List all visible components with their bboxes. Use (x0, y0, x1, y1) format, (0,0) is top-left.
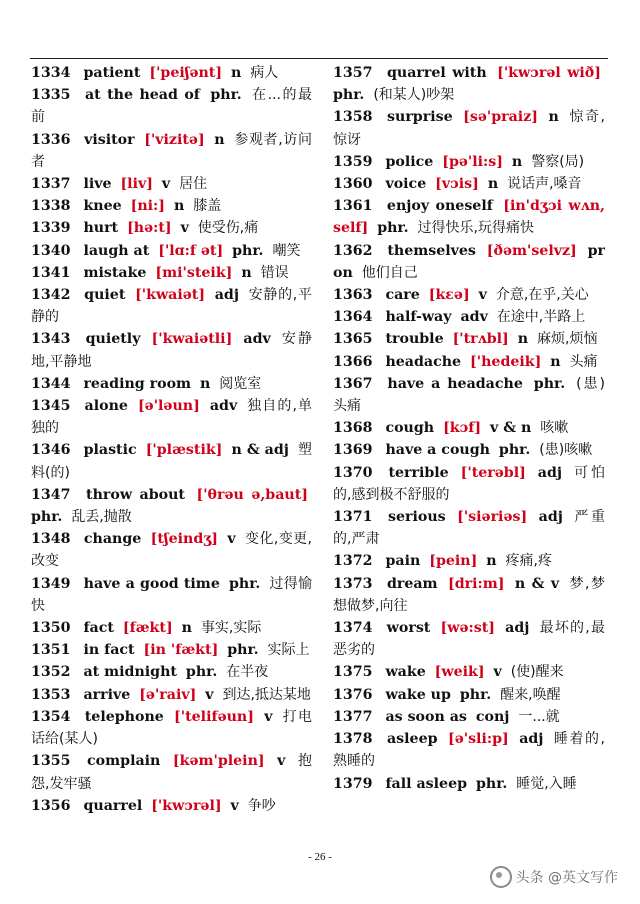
entry-definition: 嘲笑 (272, 242, 301, 259)
entry-definition: 乱丢,抛散 (71, 509, 132, 526)
entry-phonetic: ['vizitə] (144, 131, 205, 148)
vocab-entry (333, 106, 605, 150)
entry-number: 1357 (333, 65, 373, 81)
entry-word: have a cough (385, 442, 490, 459)
entry-phonetic: [sə'praiz] (463, 109, 538, 126)
entry-phonetic: [hə:t] (127, 220, 172, 237)
entry-part-of-speech: v & n (490, 420, 532, 437)
vocab-entry (31, 617, 312, 639)
vocab-entry (31, 395, 312, 439)
entry-definition: 睡着的,熟睡的 (333, 731, 605, 770)
vocab-entry (333, 306, 605, 328)
entry-definition: 安静地,平静地 (31, 331, 312, 370)
entry-definition: 参观者,访问者 (31, 131, 312, 170)
entry-phonetic: [pein] (429, 553, 478, 570)
vocab-entry (333, 417, 605, 439)
entry-part-of-speech: n & v (514, 575, 560, 592)
entry-number: 1336 (31, 131, 71, 148)
watermark (490, 866, 618, 888)
entry-definition: 咳嗽 (540, 420, 569, 437)
entry-part-of-speech: v (264, 708, 273, 725)
entry-definition: 警察(局) (531, 153, 585, 170)
entry-part-of-speech: pron (333, 242, 605, 281)
entry-definition: 说话声,嗓音 (507, 176, 582, 193)
entry-phonetic: [ni:] (130, 198, 165, 215)
entry-number: 1338 (31, 198, 71, 215)
vocab-entry (31, 795, 312, 817)
entry-number: 1359 (333, 153, 373, 170)
entry-phonetic: [kɔf] (443, 420, 482, 437)
entry-definition: 在半夜 (226, 664, 269, 681)
entry-number: 1365 (333, 331, 373, 348)
entry-number: 1349 (31, 575, 71, 592)
entry-word: alone (84, 398, 128, 415)
entry-part-of-speech: phr. (475, 775, 508, 792)
vocab-entry (333, 617, 605, 661)
entry-number: 1346 (31, 442, 71, 459)
entry-word: patient (83, 65, 141, 81)
entry-part-of-speech: phr. (185, 664, 218, 681)
entry-definition: 麻烦,烦恼 (537, 331, 598, 348)
entry-part-of-speech: n (548, 109, 559, 126)
entry-part-of-speech: phr. (210, 87, 242, 104)
entry-word: worst (386, 620, 431, 637)
entry-definition: 疼痛,疼 (505, 553, 552, 570)
entry-definition: 介意,在乎,关心 (495, 287, 589, 304)
entry-number: 1339 (31, 220, 71, 237)
entry-part-of-speech: adj (519, 731, 544, 748)
entry-word: care (385, 287, 420, 304)
entry-definition: 塑料(的) (31, 442, 312, 481)
entry-number: 1344 (31, 375, 71, 392)
entry-word: dream (386, 575, 438, 592)
entry-number: 1366 (333, 353, 373, 370)
vocab-entry (333, 661, 605, 683)
entry-word: have a headache (387, 375, 523, 392)
entry-word: wake (385, 664, 426, 681)
entry-word: fall asleep (385, 775, 468, 792)
entry-definition: 事实,实际 (200, 620, 262, 637)
entry-number: 1335 (31, 87, 71, 104)
entry-definition: 他们自己 (361, 264, 418, 281)
vocab-entry (333, 706, 605, 728)
entry-number: 1363 (333, 287, 373, 304)
entry-part-of-speech: v (230, 797, 239, 814)
entry-number: 1355 (31, 753, 71, 770)
vocab-entry (31, 284, 312, 328)
entry-number: 1361 (333, 198, 373, 215)
entry-number: 1353 (31, 686, 71, 703)
entry-definition: (和某人)吵架 (373, 87, 455, 104)
entry-word: at midnight (83, 664, 177, 681)
entry-number: 1356 (31, 797, 71, 814)
entry-phonetic: [dri:m] (448, 575, 505, 592)
vocab-entry (333, 351, 605, 373)
entry-definition: (患)咳嗽 (539, 442, 593, 459)
entry-part-of-speech: v (205, 686, 214, 703)
entry-part-of-speech: adj (537, 464, 563, 481)
entry-word: hurt (83, 220, 119, 237)
entry-definition: 安静的,平静的 (31, 287, 312, 326)
vocab-entry (333, 62, 605, 106)
vocab-entry (31, 328, 312, 372)
entry-number: 1351 (31, 642, 71, 659)
entry-number: 1374 (333, 620, 373, 637)
entry-definition: 头痛 (569, 353, 598, 370)
entry-phonetic: ['siəriəs] (457, 509, 528, 526)
entry-phonetic: [in 'fækt] (143, 642, 219, 659)
entry-phonetic: [liv] (120, 176, 153, 193)
entry-part-of-speech: v (161, 176, 171, 193)
vocab-entry (333, 506, 605, 550)
vocab-entry (333, 462, 605, 506)
entry-number: 1371 (333, 509, 373, 526)
entry-phonetic: [wə:st] (440, 620, 495, 637)
vocab-entry (333, 684, 605, 706)
entry-phonetic: [fækt] (122, 620, 173, 637)
entry-word: police (385, 153, 434, 170)
vocab-entry (31, 240, 312, 262)
entry-definition: 过得愉快 (31, 575, 312, 614)
entry-number: 1354 (31, 708, 71, 725)
vocab-entry (333, 373, 605, 417)
vocab-entry (31, 129, 312, 173)
vocab-entry (31, 62, 312, 84)
entry-word: terrible (388, 464, 449, 481)
entry-word: trouble (385, 331, 444, 348)
entry-phonetic: ['lɑ:f ət] (158, 242, 224, 259)
entry-number: 1376 (333, 686, 373, 703)
entry-phonetic: [kɛə] (428, 287, 470, 304)
entry-definition: 错误 (260, 264, 289, 281)
entry-part-of-speech: n (173, 198, 185, 215)
vocab-entry (31, 84, 312, 128)
entry-word: telephone (84, 708, 164, 725)
entry-definition: 梦,梦想做梦,向往 (333, 575, 605, 614)
entry-word: themselves (387, 242, 476, 259)
entry-number: 1370 (333, 464, 373, 481)
entry-word: plastic (83, 442, 137, 459)
entry-word: in fact (83, 642, 135, 659)
vocab-entry (333, 151, 605, 173)
entry-word: quarrel with (386, 65, 487, 81)
top-rule (30, 58, 608, 59)
entry-definition: 阅览室 (219, 375, 262, 392)
entry-part-of-speech: v (493, 664, 502, 681)
vocab-entry (333, 773, 605, 795)
entry-part-of-speech: n (517, 331, 529, 348)
entry-definition: 在途中,半路上 (496, 309, 586, 326)
entry-number: 1347 (31, 486, 71, 503)
entry-word: as soon as (385, 708, 467, 725)
entry-number: 1341 (31, 264, 71, 281)
entry-part-of-speech: adj (214, 287, 239, 304)
entry-phonetic: ['plæstik] (145, 442, 223, 459)
entry-number: 1379 (333, 775, 373, 792)
entry-phonetic: [in'dʒɔi wʌn,self] (333, 198, 605, 237)
entry-definition: 居住 (179, 176, 208, 193)
entry-word: have a good time (83, 575, 220, 592)
entry-part-of-speech: phr. (31, 509, 63, 526)
entry-phonetic: [kəm'plein] (172, 753, 265, 770)
entry-word: quietly (85, 331, 141, 348)
page-number: - 26 - (308, 851, 332, 863)
entry-number: 1368 (333, 420, 373, 437)
entry-phonetic: [vɔis] (435, 176, 479, 193)
entry-number: 1367 (333, 375, 373, 392)
entry-part-of-speech: n (231, 65, 242, 81)
entry-phonetic: ['trʌbl] (452, 331, 509, 348)
entry-phonetic: [ə'raiv] (139, 686, 197, 703)
entry-part-of-speech: n (550, 353, 561, 370)
entry-part-of-speech: n (511, 153, 523, 170)
entry-word: half-way (385, 309, 452, 326)
entry-phonetic: ['kwɔrəl wið] (497, 65, 601, 81)
vocab-entry (333, 284, 605, 306)
entry-definition: 实际上 (267, 642, 310, 659)
entry-number: 1334 (31, 65, 71, 81)
entry-number: 1352 (31, 664, 71, 681)
entry-number: 1358 (333, 109, 373, 126)
entry-word: enjoy oneself (386, 198, 493, 215)
entry-phonetic: ['kwɔrəl] (151, 797, 222, 814)
entry-phonetic: [pə'li:s] (442, 153, 503, 170)
entry-part-of-speech: conj (475, 708, 510, 725)
vocab-entry (333, 328, 605, 350)
entry-word: reading room (83, 375, 192, 392)
entry-phonetic: ['kwaiət] (135, 287, 206, 304)
entry-number: 1360 (333, 176, 373, 193)
entry-number: 1343 (31, 331, 71, 348)
entry-definition: 病人 (250, 65, 279, 81)
entry-word: visitor (84, 131, 135, 148)
entry-word: cough (385, 420, 435, 437)
entry-phonetic: [ðəm'selvz] (486, 242, 577, 259)
entry-number: 1375 (333, 664, 373, 681)
entry-number: 1340 (31, 242, 71, 259)
entry-part-of-speech: n (241, 264, 252, 281)
vocab-entry (31, 262, 312, 284)
entry-word: pain (385, 553, 421, 570)
entry-word: serious (387, 509, 446, 526)
vocab-entry (31, 750, 312, 794)
entry-phonetic: ['peiʃənt] (149, 65, 223, 81)
entry-definition: 严重的,严肃 (333, 509, 605, 548)
entry-definition: 使受伤,痛 (197, 220, 259, 237)
entry-definition: 醒来,唤醒 (500, 686, 561, 703)
entry-part-of-speech: phr. (377, 220, 409, 237)
entry-part-of-speech: phr. (229, 575, 261, 592)
vocab-entry (31, 706, 312, 750)
entry-definition: 惊奇,惊讶 (333, 109, 605, 148)
entry-phonetic: ['terəbl] (460, 464, 526, 481)
entry-definition: (使)醒来 (510, 664, 564, 681)
entry-number: 1342 (31, 287, 71, 304)
entry-phonetic: ['hedeik] (470, 353, 542, 370)
entry-part-of-speech: adv (243, 331, 271, 348)
entry-part-of-speech: phr. (232, 242, 264, 259)
entry-definition: 争吵 (247, 797, 276, 814)
entry-number: 1362 (333, 242, 373, 259)
vocab-entry (31, 439, 312, 483)
entry-word: surprise (387, 109, 453, 126)
vocab-entry (333, 550, 605, 572)
entry-number: 1372 (333, 553, 373, 570)
entry-phonetic: [ə'sli:p] (447, 731, 509, 748)
entry-part-of-speech: adj (505, 620, 530, 637)
entry-word: wake up (385, 686, 451, 703)
entry-part-of-speech: v (180, 220, 189, 237)
entry-definition: 到达,抵达某地 (222, 686, 311, 703)
entry-part-of-speech: n (214, 131, 225, 148)
entry-part-of-speech: n & adj (231, 442, 289, 459)
entry-part-of-speech: phr. (533, 375, 566, 392)
entry-definition: 最坏的,最恶劣的 (333, 620, 605, 659)
entry-word: live (83, 176, 112, 193)
entry-part-of-speech: v (227, 531, 236, 548)
vocab-entry (31, 661, 312, 683)
entry-number: 1350 (31, 620, 71, 637)
entry-part-of-speech: phr. (459, 686, 492, 703)
entry-number: 1345 (31, 398, 71, 415)
entry-word: knee (83, 198, 122, 215)
entry-number: 1337 (31, 176, 71, 193)
entry-definition: 抱怨,发牢骚 (31, 753, 312, 792)
entry-phonetic: ['θrəu ə,baut] (196, 486, 308, 503)
entry-word: arrive (83, 686, 131, 703)
entry-phonetic: ['telifəun] (174, 708, 254, 725)
entry-word: throw about (86, 486, 185, 503)
watermark-logo-icon (490, 866, 512, 888)
entry-number: 1377 (333, 708, 373, 725)
vocab-entry (31, 639, 312, 661)
entry-number: 1348 (31, 531, 71, 548)
entry-word: change (83, 531, 142, 548)
left-column (31, 62, 312, 817)
entry-definition: 在...的最前 (31, 87, 312, 126)
entry-definition: 可怕的,感到极不舒服的 (333, 464, 605, 503)
entry-part-of-speech: adv (460, 309, 488, 326)
vocab-entry (333, 439, 605, 461)
entry-phonetic: ['kwaiətli] (151, 331, 233, 348)
entry-word: headache (385, 353, 462, 370)
entry-part-of-speech: phr. (227, 642, 259, 659)
entry-part-of-speech: adv (209, 398, 238, 415)
entry-phonetic: [mi'steik] (155, 264, 233, 281)
entry-number: 1378 (333, 731, 373, 748)
vocab-entry (333, 728, 605, 772)
vocab-entry (31, 573, 312, 617)
entry-number: 1369 (333, 442, 373, 459)
vocab-entry (31, 484, 312, 528)
right-column (333, 62, 605, 795)
entry-part-of-speech: n (181, 620, 192, 637)
entry-number: 1364 (333, 309, 373, 326)
entry-word: quarrel (83, 797, 143, 814)
entry-definition: 过得快乐,玩得痛快 (417, 220, 534, 237)
vocab-entry (333, 240, 605, 284)
entry-part-of-speech: n (486, 553, 497, 570)
vocab-entry (333, 195, 605, 239)
vocab-entry (31, 217, 312, 239)
entry-part-of-speech: n (487, 176, 499, 193)
entry-word: quiet (84, 287, 126, 304)
entry-definition: (患)头痛 (333, 375, 605, 415)
entry-phonetic: [ə'ləun] (137, 398, 200, 415)
entry-part-of-speech: v (478, 287, 487, 304)
entry-part-of-speech: n (200, 375, 211, 392)
entry-definition: 变化,变更,改变 (31, 531, 312, 570)
watermark-text: 头条 @英文写作 (515, 870, 618, 886)
entry-part-of-speech: adj (538, 509, 563, 526)
entry-definition: 打电话给(某人) (31, 708, 312, 748)
entry-word: asleep (386, 731, 438, 748)
entry-part-of-speech: v (277, 753, 286, 770)
entry-word: voice (385, 176, 427, 193)
entry-part-of-speech: phr. (333, 87, 365, 104)
vocab-entry (31, 195, 312, 217)
entry-word: complain (87, 753, 161, 770)
entry-phonetic: [weik] (434, 664, 485, 681)
vocab-entry (31, 528, 312, 572)
vocab-entry (31, 173, 312, 195)
vocab-entry (31, 373, 312, 395)
vocab-entry (333, 573, 605, 617)
entry-word: fact (83, 620, 114, 637)
entry-definition: 膝盖 (193, 198, 222, 215)
vocab-entry (333, 173, 605, 195)
entry-definition: 睡觉,入睡 (516, 775, 577, 792)
entry-word: at the head of (84, 87, 200, 104)
entry-definition: 一...就 (518, 708, 560, 725)
entry-number: 1373 (333, 575, 373, 592)
vocab-entry (31, 684, 312, 706)
entry-part-of-speech: phr. (498, 442, 531, 459)
entry-phonetic: [tʃeindʒ] (150, 531, 219, 548)
entry-definition: 独自的,单独的 (31, 398, 312, 437)
entry-word: laugh at (83, 242, 150, 259)
entry-word: mistake (83, 264, 147, 281)
